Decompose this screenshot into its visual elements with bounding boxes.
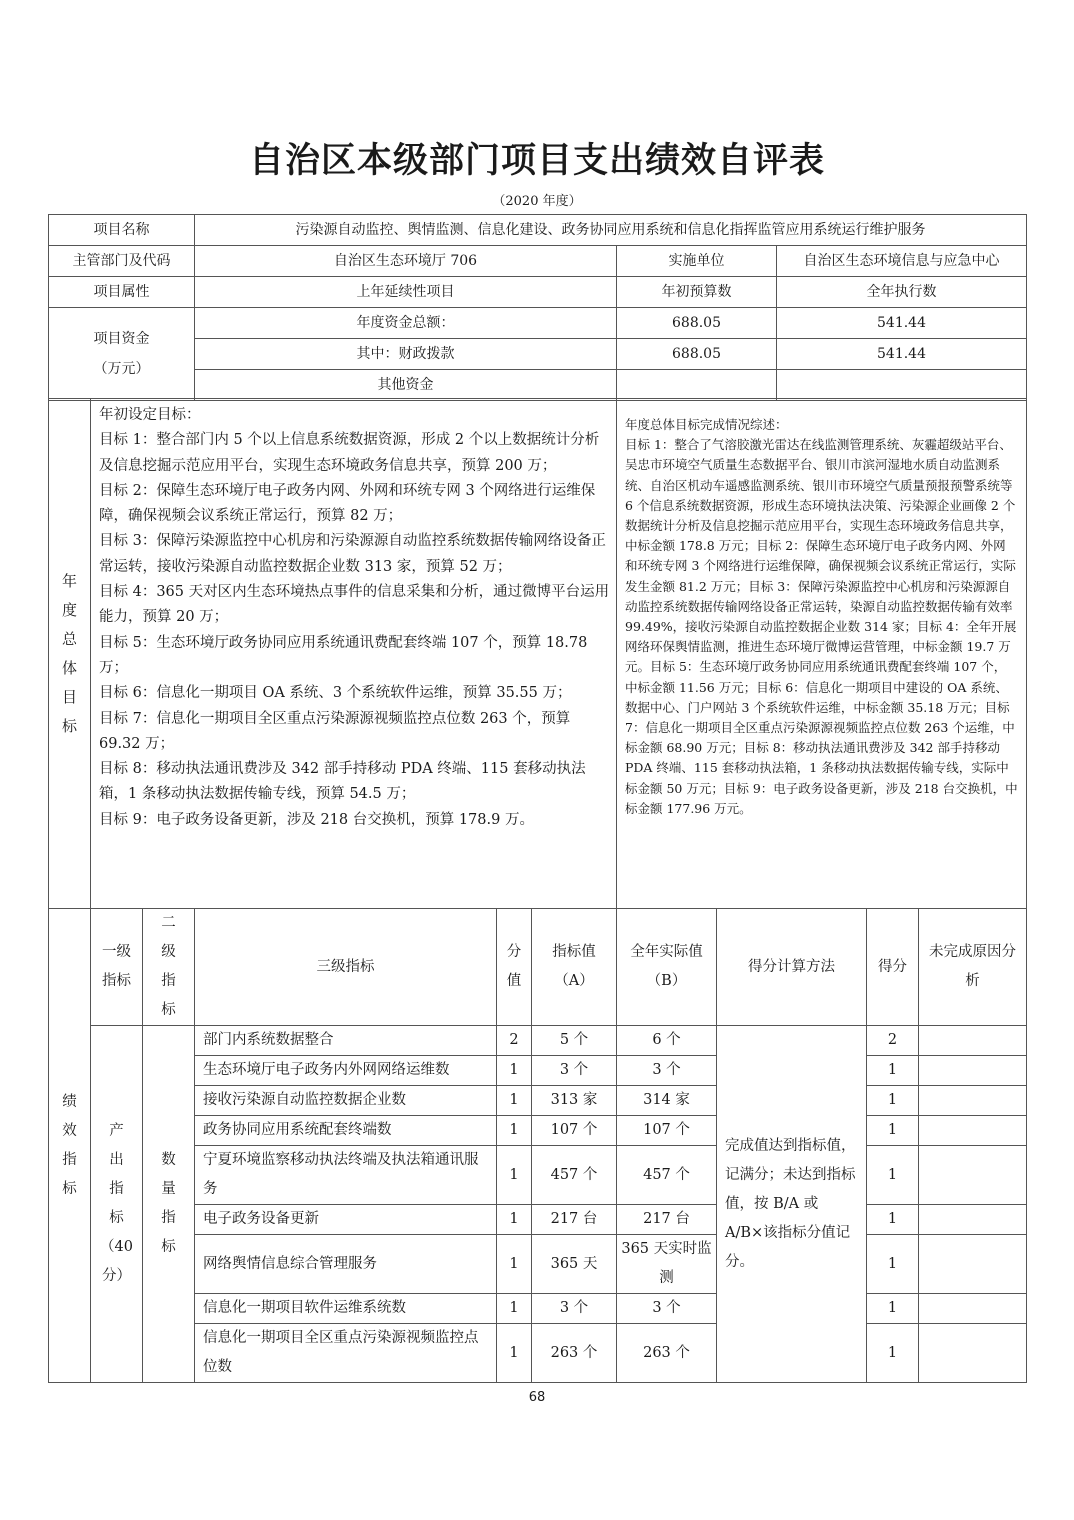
level2-label-char: 指	[161, 1210, 176, 1226]
exec-header: 全年执行数	[777, 277, 1027, 308]
dept-label: 主管部门及代码	[49, 246, 195, 277]
goals-side-label	[49, 399, 91, 909]
project-name-value: 污染源自动监控、舆情监测、信息化建设、政务协同应用系统和信息化指挥监管应用系统运行维护服务	[195, 215, 1027, 246]
indicator-weight: 1	[497, 1086, 532, 1116]
indicator-weight: 1	[497, 1235, 532, 1294]
goals-side-char: 目	[61, 687, 77, 706]
header-actual-line: 值（B）	[646, 944, 703, 989]
performance-side-label	[49, 909, 91, 1383]
header-reason-line: 分析	[965, 944, 1016, 989]
indicator-row	[49, 1235, 1027, 1294]
indicator-name: 部门内系统数据整合	[195, 1026, 497, 1056]
initial-goal-item: 目标 2：保障生态环境厅电子政务内网、外网和环统专网 3 个网络进行运维保障，确保视频会议系统正常运行，预算 82 万；	[99, 482, 596, 525]
indicator-name: 生态环境厅电子政务内外网网络运维数	[195, 1056, 497, 1086]
funds-row	[49, 339, 1027, 370]
header-actual-line: 全年实际	[630, 944, 689, 960]
indicator-score: 2	[867, 1026, 919, 1056]
indicator-target: 313 家	[532, 1086, 617, 1116]
header-target-line: （A）	[554, 973, 594, 989]
indicator-name: 信息化一期项目全区重点污染源视频监控点位数	[195, 1324, 497, 1383]
funds-row	[49, 308, 1027, 339]
level1-label-char: 分）	[102, 1268, 131, 1284]
indicator-reason	[919, 1235, 1027, 1294]
indicator-reason	[919, 1294, 1027, 1324]
summary-title: 年度总体目标完成情况综述：	[625, 417, 788, 432]
header-level2-char: 指	[161, 973, 176, 989]
header-level2-char: 级	[161, 944, 176, 960]
funds-label-line1: 项目资金	[93, 331, 150, 347]
dept-value: 自治区生态环境厅 706	[195, 246, 617, 277]
indicator-name: 宁夏环境监察移动执法终端及执法箱通讯服务	[195, 1146, 497, 1205]
header-actual	[617, 909, 717, 1026]
indicator-row	[49, 1205, 1027, 1235]
funds-row	[49, 370, 1027, 401]
level1-label-char: 产	[109, 1123, 124, 1139]
project-name-label: 项目名称	[49, 215, 195, 246]
indicator-actual: 6 个	[617, 1026, 717, 1056]
level1-label	[91, 1026, 143, 1383]
indicator-target: 365 天	[532, 1235, 617, 1294]
goals-side-char: 体	[61, 658, 77, 677]
level2-label-char: 数	[161, 1152, 176, 1168]
indicator-target: 217 台	[532, 1205, 617, 1235]
indicator-row	[49, 1146, 1027, 1205]
indicator-weight: 1	[497, 1056, 532, 1086]
header-target	[532, 909, 617, 1026]
header-level2-char: 二	[161, 915, 176, 931]
indicator-row	[49, 1026, 1027, 1056]
indicators-header-row	[49, 909, 1027, 1026]
indicator-row	[49, 1086, 1027, 1116]
header-target-line: 指标值	[552, 944, 596, 960]
header-reason	[919, 909, 1027, 1026]
funds-row-exec: 541.44	[777, 308, 1027, 339]
indicator-weight: 1	[497, 1205, 532, 1235]
performance-side-char: 绩	[62, 1093, 77, 1110]
indicator-actual: 314 家	[617, 1086, 717, 1116]
performance-side-char: 标	[62, 1180, 77, 1197]
indicator-reason	[919, 1324, 1027, 1383]
indicator-reason	[919, 1026, 1027, 1056]
funds-row-label: 其他资金	[195, 370, 617, 401]
impl-value: 自治区生态环境信息与应急中心	[777, 246, 1027, 277]
level2-label-char: 标	[161, 1239, 176, 1255]
funds-row-budget	[617, 370, 777, 401]
indicator-row	[49, 1056, 1027, 1086]
indicator-target: 457 个	[532, 1146, 617, 1205]
level2-label-char: 量	[161, 1181, 176, 1197]
indicator-actual: 107 个	[617, 1116, 717, 1146]
indicator-score: 1	[867, 1116, 919, 1146]
level1-label-char: 出	[109, 1152, 124, 1168]
indicator-target: 3 个	[532, 1294, 617, 1324]
goals-side-char: 度	[61, 600, 77, 619]
indicator-row	[49, 1324, 1027, 1383]
indicator-score: 1	[867, 1086, 919, 1116]
initial-goal-item: 目标 8：移动执法通讯费涉及 342 部手持移动 PDA 终端、115 套移动执法箱，1 条移动执法数据传输专线，预算 54.5 万；	[99, 761, 586, 803]
goals-side-char: 年	[61, 571, 77, 590]
indicator-weight: 1	[497, 1294, 532, 1324]
header-reason-line: 未完成原因	[929, 944, 1002, 960]
funds-label	[49, 308, 195, 401]
indicator-reason	[919, 1116, 1027, 1146]
header-weight	[497, 909, 532, 1026]
header-level3: 三级指标	[195, 909, 497, 1026]
attr-row	[49, 277, 1027, 308]
indicator-reason	[919, 1056, 1027, 1086]
level1-label-char: 指	[109, 1181, 124, 1197]
goals-summary	[617, 399, 1027, 909]
indicator-target: 107 个	[532, 1116, 617, 1146]
page-number: 68	[528, 1390, 546, 1405]
attr-value: 上年延续性项目	[195, 277, 617, 308]
indicator-score: 1	[867, 1235, 919, 1294]
indicator-weight: 1	[497, 1324, 532, 1383]
budget-header: 年初预算数	[617, 277, 777, 308]
performance-side-char: 效	[62, 1122, 77, 1139]
indicator-target: 263 个	[532, 1324, 617, 1383]
indicator-actual: 217 台	[617, 1205, 717, 1235]
funds-label-line2: （万元）	[93, 361, 150, 377]
level1-label-char: 标	[109, 1210, 124, 1226]
indicator-row	[49, 1294, 1027, 1324]
indicator-row	[49, 1116, 1027, 1146]
performance-side-char: 指	[62, 1151, 77, 1168]
indicator-weight: 1	[497, 1146, 532, 1205]
indicator-score: 1	[867, 1056, 919, 1086]
funds-row-exec: 541.44	[777, 339, 1027, 370]
goals-side-char: 标	[61, 716, 77, 735]
dept-row	[49, 246, 1027, 277]
header-score: 得分	[867, 909, 919, 1026]
indicator-name: 电子政务设备更新	[195, 1205, 497, 1235]
goals-side-char: 总	[61, 629, 77, 648]
initial-goals-title: 年初设定目标：	[99, 407, 201, 423]
indicator-actual: 457 个	[617, 1146, 717, 1205]
initial-goal-item: 目标 6：信息化一期项目 OA 系统、3 个系统软件运维，预算 35.55 万；	[99, 685, 572, 702]
indicator-target: 3 个	[532, 1056, 617, 1086]
initial-goal-item: 目标 7：信息化一期项目全区重点污染源源视频监控点位数 263 个，预算 69.32 万；	[99, 710, 571, 752]
header-level2	[143, 909, 195, 1026]
indicator-score: 1	[867, 1324, 919, 1383]
indicator-score: 1	[867, 1205, 919, 1235]
indicator-name: 接收污染源自动监控数据企业数	[195, 1086, 497, 1116]
header-method: 得分计算方法	[717, 909, 867, 1026]
initial-goal-item: 目标 9：电子政务设备更新，涉及 218 台交换机，预算 178.9 万。	[99, 811, 534, 828]
initial-goals	[91, 399, 617, 909]
header-level1-text: 一级指标	[102, 944, 131, 989]
header-level2-char: 标	[161, 1002, 176, 1018]
report-year: （2020 年度）	[492, 194, 582, 209]
page-title: 自治区本级部门项目支出绩效自评表	[248, 140, 825, 181]
indicator-name: 信息化一期项目软件运维系统数	[195, 1294, 497, 1324]
initial-goal-item: 目标 1：整合部门内 5 个以上信息系统数据资源，形成 2 个以上数据统计分析及信息挖掘示范应用平台，实现生态环境政务信息共享，预算 200 万；	[99, 432, 600, 474]
goals-table	[48, 398, 1027, 909]
funds-row-budget: 688.05	[617, 308, 777, 339]
impl-label: 实施单位	[617, 246, 777, 277]
project-name-row	[49, 215, 1027, 246]
initial-goal-item: 目标 5：生态环境厅政务协同应用系统通讯费配套终端 107 个，预算 18.78 万；	[99, 634, 588, 676]
funds-row-label: 年度资金总额：	[195, 308, 617, 339]
header-weight-char: 值	[506, 973, 522, 989]
indicator-score: 1	[867, 1294, 919, 1324]
indicator-weight: 2	[497, 1026, 532, 1056]
indicator-target: 5 个	[532, 1026, 617, 1056]
indicator-actual: 3 个	[617, 1056, 717, 1086]
header-level1	[91, 909, 143, 1026]
initial-goals-list	[99, 428, 610, 833]
initial-goal-item: 目标 4：365 天对区内生态环境热点事件的信息采集和分析，通过微博平台运用能力，预算 20 万；	[99, 584, 610, 626]
indicator-weight: 1	[497, 1116, 532, 1146]
indicator-reason	[919, 1205, 1027, 1235]
level2-label	[143, 1026, 195, 1383]
summary-text: 目标 1：整合了气溶胶激光雷达在线监测管理系统、灰霾超级站平台、吴忠市环境空气质量生态数据平台、银川市滨河湿地水质自动监测系统、自治区机动车遥感监测系统、银川市环境空气质量预报预警系统等 6 个信息系统数据资源，形成生态环境执法决策、污染源企业画像 2 个数据统计分析及信息挖掘示范应用平台，实现生态环境政务信息共享，中标金额 178.8 万元；目标 2：保障生态环境厅电子政务内网、外网和环统专网 3 个网络进行运维保障，确保视频会议系统正常运行，实际发生金额 81.2 万元；目标 3：保障污染源监控中心机房和污染源源自动监控系统数据传输网络设备正常运转，染源自动监控数据传输有效率 99.49%，接收污染源自动监控数据企业数 314 家；目标 4：全年开展网络环保舆情监测，推进生态环境厅微博运营管理，中标金额 19.7 万元。目标 5：生态环境厅政务协同应用系统通讯费配套终端 107 个，中标金额 11.56 万元；目标 6：信息化一期项目中建设的 OA 系统、数据中心、门户网站 3 个系统软件运维，中标金额 35.18 万元；目标 7：信息化一期项目全区重点污染源源视频监控点位数 263 个运维，中标金额 68.90 万元；目标 8：移动执法通讯费涉及 342 部手持移动 PDA 终端、115 套移动执法箱，1 条移动执法数据传输专线，实际中标金额 50 万元；目标 9：电子政务设备更新，涉及 218 台交换机，中标金额 177.96 万元。	[625, 437, 1018, 816]
indicator-actual: 365 天实时监测	[617, 1235, 717, 1294]
indicator-score: 1	[867, 1146, 919, 1205]
indicator-reason	[919, 1086, 1027, 1116]
attr-label: 项目属性	[49, 277, 195, 308]
indicator-actual: 263 个	[617, 1324, 717, 1383]
indicator-actual: 3 个	[617, 1294, 717, 1324]
indicators-table	[48, 908, 1027, 1383]
indicator-name: 网络舆情信息综合管理服务	[195, 1235, 497, 1294]
level1-label-char: （40	[100, 1239, 133, 1255]
funds-row-budget: 688.05	[617, 339, 777, 370]
initial-goal-item: 目标 3：保障污染源监控中心机房和污染源源自动监控系统数据传输网络设备正常运转，接收污染源自动监控数据企业数 313 家，预算 52 万；	[99, 533, 606, 575]
header-weight-char: 分	[506, 944, 522, 960]
indicator-name: 政务协同应用系统配套终端数	[195, 1116, 497, 1146]
funds-row-exec	[777, 370, 1027, 401]
scoring-method: 完成值达到指标值，记满分；未达到指标值，按 B/A 或 A/B×该指标分值记分。	[717, 1026, 867, 1383]
project-info-table	[48, 214, 1027, 401]
funds-row-label: 其中：财政拨款	[195, 339, 617, 370]
indicator-reason	[919, 1146, 1027, 1205]
